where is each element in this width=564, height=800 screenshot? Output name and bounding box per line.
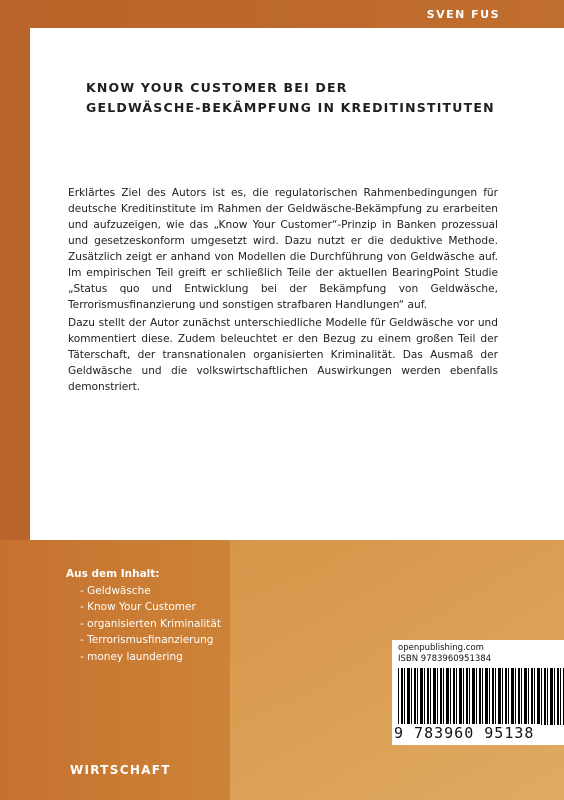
publisher-site: openpublishing.com [398, 643, 484, 653]
contents-items [66, 583, 221, 666]
book-title-line-1: KNOW YOUR CUSTOMER BEI DER [86, 80, 348, 95]
barcode [398, 668, 564, 725]
contents-item: - Terrorismusfinanzierung [80, 632, 221, 649]
category-label: WIRTSCHAFT [70, 763, 171, 777]
contents-list [66, 566, 221, 665]
description-paragraph-1: Erklärtes Ziel des Autors ist es, die regulatorischen Rahmenbedingungen für deutsche Kreditinstitute im Rahmen der Geldwäsche-Bekämpfung zu erarbeiten und aufzuzeigen, wie das „Know Your Customer“-Prinzip in Banken prozessual und gesetzeskonform umgesetzt wird. Dazu nutzt er die deduktive Methode. Zusätzlich zeigt er anhand von Modellen die Durchführung von Geldwäsche auf. Im empirischen Teil greift er schließlich Teile der aktuellen BearingPoint Studie „Status quo und Entwicklung bei der Bekämpfung von Geldwäsche, Terrorismusfinanzierung und sonstigen strafbaren Handlungen“ auf. [68, 187, 498, 311]
contents-item: - organisierten Kriminalität [80, 616, 221, 633]
contents-heading: Aus dem Inhalt: [66, 568, 160, 580]
author-name: SVEN FUS [426, 8, 500, 21]
publisher-info [398, 643, 491, 665]
book-title-line-2: GELDWÄSCHE-BEKÄMPFUNG IN KREDITINSTITUTEN [86, 100, 495, 115]
contents-item: - Know Your Customer [80, 599, 221, 616]
book-title [86, 78, 526, 118]
description-paragraph-2: Dazu stellt der Autor zunächst unterschiedliche Modelle für Geldwäsche vor und kommentiert diese. Zudem beleuchtet er den Bezug zu einem großen Teil der Täterschaft, der transnationalen organisierten Kriminalität. Das Ausmaß der Geldwäsche und die volkswirtschaftlichen Auswirkungen werden ebenfalls demonstriert. [68, 317, 498, 393]
contents-item: - Geldwäsche [80, 583, 221, 600]
isbn-text: ISBN 9783960951384 [398, 654, 492, 664]
barcode-digits: 9 783960 95138 [394, 724, 540, 742]
contents-item: - money laundering [80, 649, 221, 666]
